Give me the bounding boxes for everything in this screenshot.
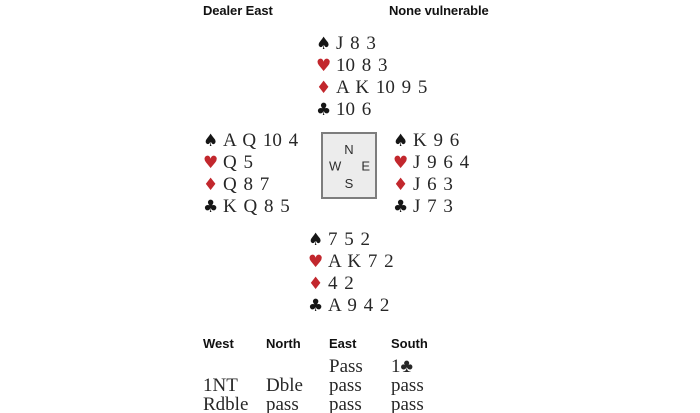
west-clubs-row: [203, 196, 298, 218]
card-ranks: J 8 3: [336, 33, 376, 54]
heart-suit-icon: ♥: [316, 56, 332, 76]
compass-north-label: N: [344, 142, 354, 157]
club-suit-icon: ♣: [393, 197, 409, 217]
card-ranks: 7 5 2: [328, 229, 370, 250]
diamond-suit-icon: ♦: [308, 274, 324, 294]
heart-suit-icon: ♥: [203, 153, 219, 173]
auction-header-east: East: [329, 336, 357, 351]
auction-row-3: [203, 395, 461, 413]
auction-row-1: [203, 357, 461, 376]
north-hearts-row: [316, 55, 427, 77]
card-ranks: A 9 4 2: [328, 295, 390, 316]
card-ranks: K 9 6: [413, 130, 460, 151]
spade-suit-icon: ♠: [316, 34, 332, 54]
bid-cell: Rdble: [203, 394, 249, 413]
east-hand: [393, 130, 469, 218]
compass-south-label: S: [344, 176, 354, 191]
north-clubs-row: [316, 99, 427, 121]
diamond-suit-icon: ♦: [203, 175, 219, 195]
diamond-suit-icon: ♦: [316, 78, 332, 98]
north-diamonds-row: [316, 77, 427, 99]
card-ranks: A K 7 2: [328, 251, 394, 272]
card-ranks: 4 2: [328, 273, 354, 294]
bid-cell: 1NT: [203, 375, 238, 396]
card-ranks: A Q 10 4: [223, 130, 299, 151]
spade-suit-icon: ♠: [393, 131, 409, 151]
bid-cell: [266, 357, 329, 376]
south-hand: [308, 229, 394, 317]
bid-cell: Dble: [266, 375, 303, 396]
vulnerability-label: None vulnerable: [389, 3, 489, 18]
east-hearts-row: [393, 152, 469, 174]
compass-box: [321, 132, 377, 199]
bid-cell: pass: [391, 394, 424, 413]
south-spades-row: [308, 229, 394, 251]
south-hearts-row: [308, 251, 394, 273]
auction-header-west: West: [203, 336, 234, 351]
bid-cell: pass: [391, 375, 424, 396]
spade-suit-icon: ♠: [203, 131, 219, 151]
diamond-suit-icon: ♦: [393, 175, 409, 195]
bid-cell: pass: [329, 375, 362, 396]
auction-header-north: North: [266, 336, 301, 351]
card-ranks: 10 8 3: [336, 55, 388, 76]
east-diamonds-row: [393, 174, 469, 196]
card-ranks: J 9 6 4: [413, 152, 470, 173]
west-diamonds-row: [203, 174, 298, 196]
club-suit-icon: ♣: [308, 296, 324, 316]
bid-cell: [203, 357, 266, 376]
east-clubs-row: [393, 196, 469, 218]
bid-cell: pass: [329, 394, 362, 413]
compass-east-label: E: [361, 158, 370, 173]
card-ranks: Q 8 7: [223, 174, 270, 195]
south-diamonds-row: [308, 273, 394, 295]
dealer-label: Dealer East: [203, 3, 273, 18]
bid-cell: 1♣: [391, 356, 413, 377]
card-ranks: J 7 3: [413, 196, 453, 217]
auction-table: [203, 336, 461, 413]
compass-west-label: W: [329, 158, 342, 173]
east-spades-row: [393, 130, 469, 152]
card-ranks: K Q 8 5: [223, 196, 290, 217]
heart-suit-icon: ♥: [308, 252, 324, 272]
south-clubs-row: [308, 295, 394, 317]
bid-cell: Pass: [329, 356, 363, 377]
card-ranks: J 6 3: [413, 174, 453, 195]
north-hand: [316, 33, 427, 121]
club-suit-icon: ♣: [203, 197, 219, 217]
auction-row-2: [203, 376, 461, 395]
bid-cell: pass: [266, 394, 299, 413]
north-spades-row: [316, 33, 427, 55]
west-hand: [203, 130, 298, 218]
club-suit-icon: ♣: [316, 100, 332, 120]
card-ranks: 10 6: [336, 99, 372, 120]
auction-header-south: South: [391, 336, 428, 351]
card-ranks: A K 10 9 5: [336, 77, 428, 98]
auction-header-row: [203, 336, 461, 357]
west-spades-row: [203, 130, 298, 152]
spade-suit-icon: ♠: [308, 230, 324, 250]
heart-suit-icon: ♥: [393, 153, 409, 173]
west-hearts-row: [203, 152, 298, 174]
card-ranks: Q 5: [223, 152, 253, 173]
